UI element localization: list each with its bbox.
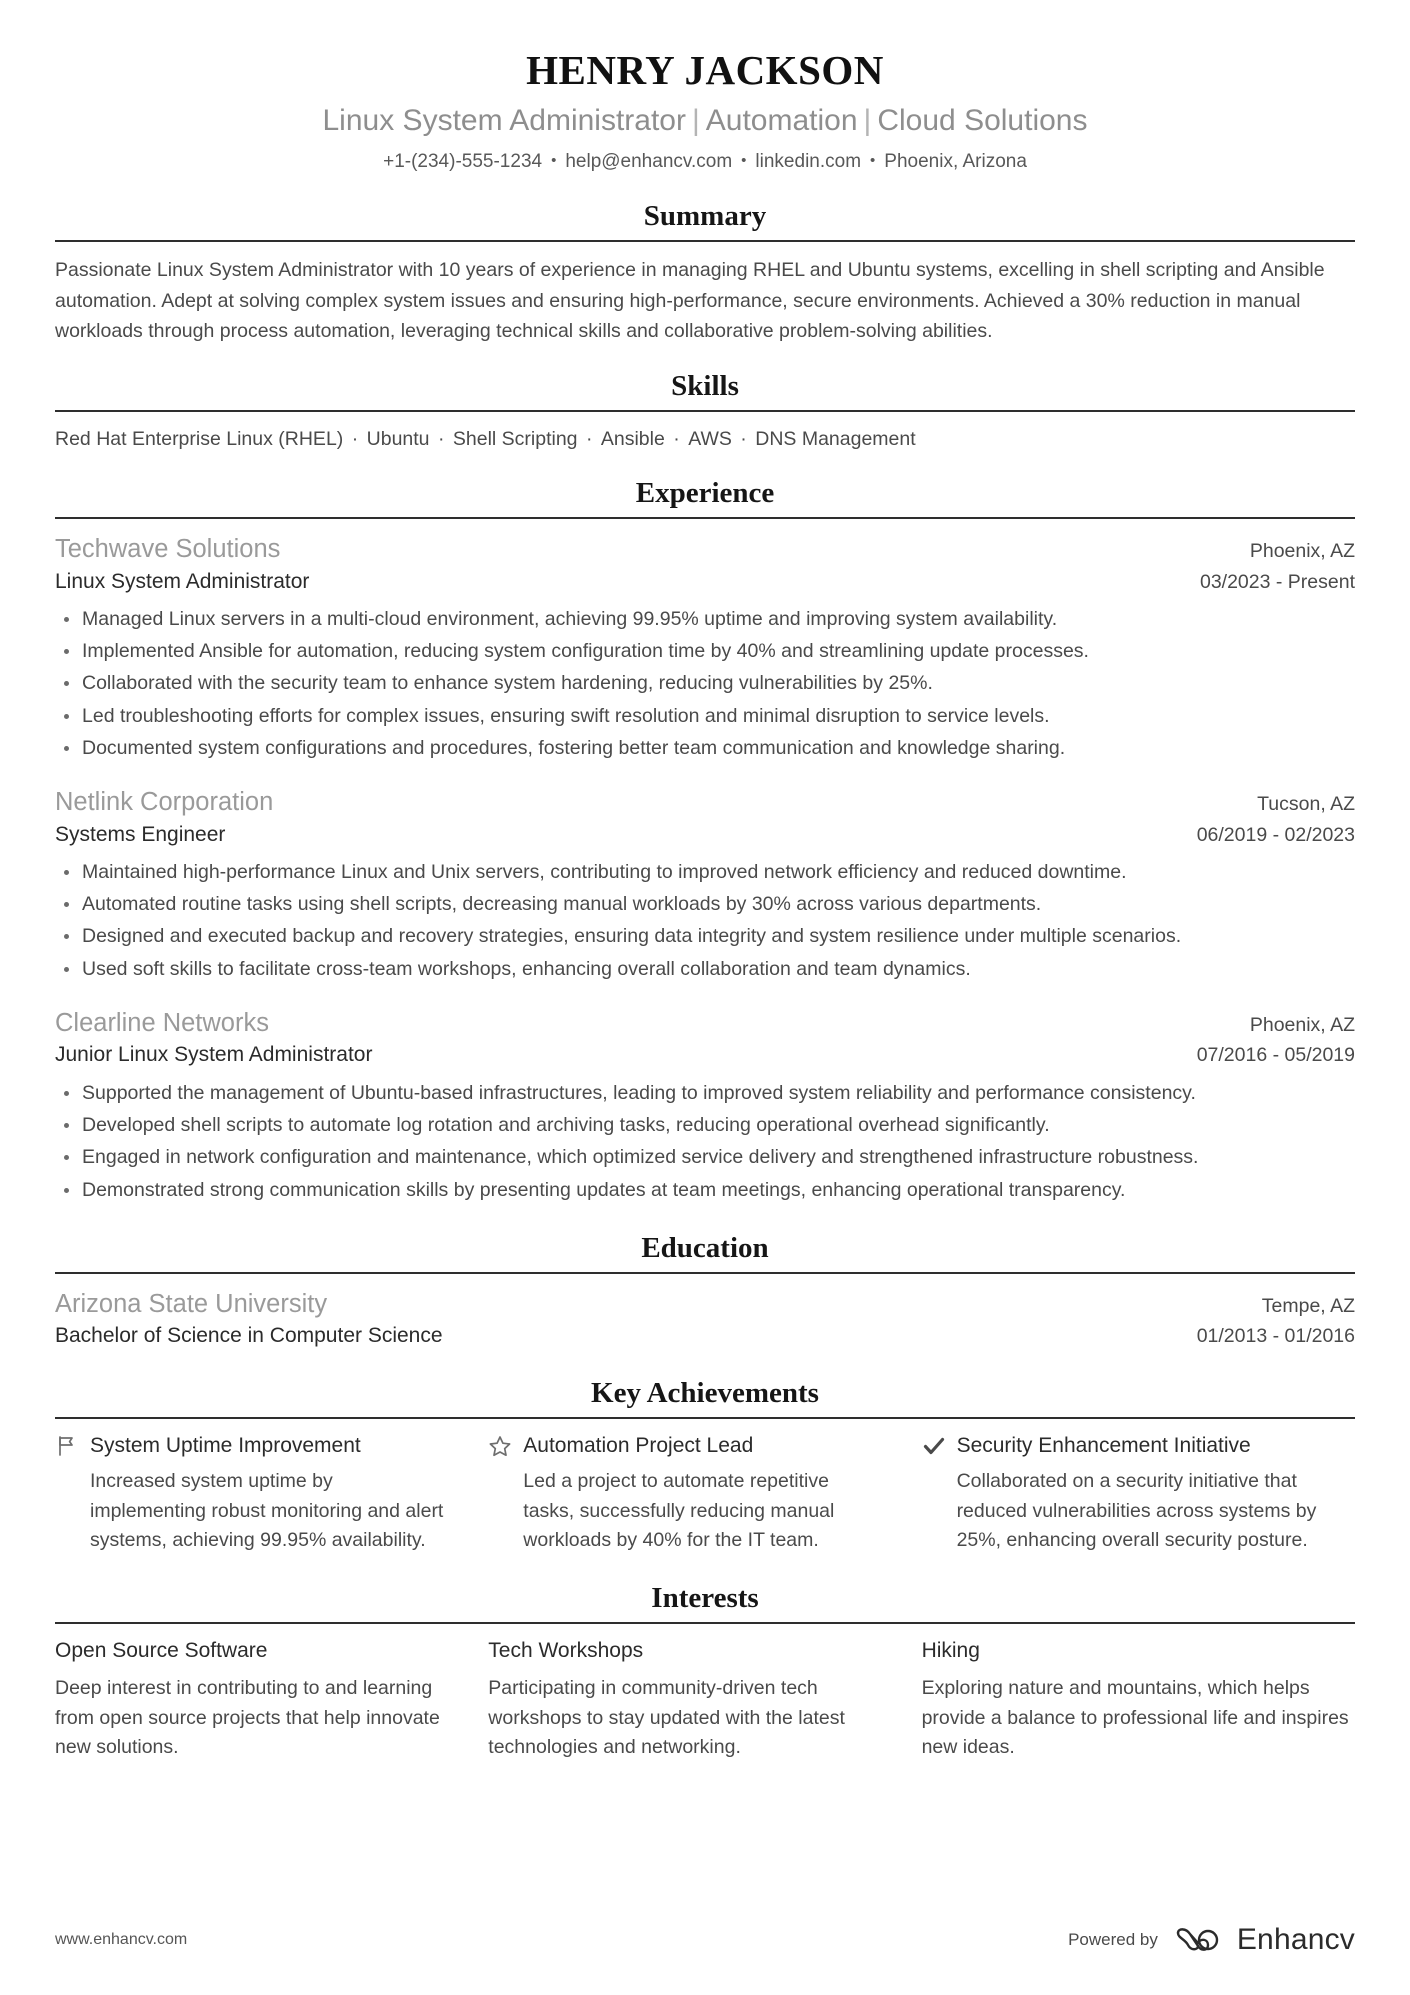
interest-description: Exploring nature and mountains, which helps provide a balance to professional life and inspires new ideas. — [921, 1677, 1349, 1758]
job-bullet: Developed shell scripts to automate log rotation and archiving tasks, reducing operational overhead significantly. — [55, 1111, 1355, 1140]
education-degree-row — [55, 1321, 1355, 1350]
job-bullet: Supported the management of Ubuntu-based infrastructures, leading to improved system reliability and performance consistency. — [55, 1079, 1355, 1108]
key-achievement-header — [488, 1432, 879, 1459]
job-title: Systems Engineer — [55, 822, 226, 846]
school-location: Tempe, AZ — [1261, 1294, 1355, 1317]
job-bullet: Used soft skills to facilitate cross-team workshops, enhancing overall collaboration and team dynamics. — [55, 955, 1355, 984]
section-key-achievements — [55, 1376, 1355, 1555]
check-icon — [922, 1434, 946, 1458]
skill-item: DNS Management — [755, 428, 916, 451]
section-title-summary: Summary — [643, 200, 767, 233]
job-dates: 06/2019 - 02/2023 — [1196, 823, 1355, 846]
job-bullet: Led troubleshooting efforts for complex issues, ensuring swift resolution and minimal disruption to service levels. — [55, 702, 1355, 731]
contact-line — [55, 150, 1355, 175]
skill-separator: · — [667, 428, 686, 451]
section-education — [55, 1231, 1355, 1351]
interests-grid — [55, 1637, 1355, 1762]
section-interests — [55, 1581, 1355, 1762]
headline-separator: | — [863, 104, 872, 138]
job-dates: 07/2016 - 05/2019 — [1196, 1044, 1355, 1067]
key-achievement-title: Security Enhancement Initiative — [956, 1434, 1251, 1458]
job-title: Linux System Administrator — [55, 569, 310, 593]
job-bullet-list — [55, 1079, 1355, 1205]
flag-icon — [55, 1434, 79, 1458]
footer-website-url[interactable]: www.enhancv.com — [55, 1931, 188, 1948]
job-bullet-list — [55, 605, 1355, 763]
section-title-skills: Skills — [671, 370, 739, 403]
company-name: Netlink Corporation — [55, 788, 274, 817]
skill-separator: · — [580, 428, 598, 451]
education-entries — [55, 1274, 1355, 1351]
contact-location: Phoenix, Arizona — [884, 151, 1027, 173]
skill-item: Shell Scripting — [452, 428, 578, 451]
job-bullet: Managed Linux servers in a multi-cloud environment, achieving 99.95% uptime and improving system availability. — [55, 605, 1355, 634]
key-achievement-description: Increased system uptime by implementing robust monitoring and alert systems, achieving 99.95% availability. — [90, 1470, 444, 1551]
section-summary — [55, 199, 1355, 347]
skill-item: Red Hat Enterprise Linux (RHEL) — [55, 428, 344, 451]
interest-title: Hiking — [921, 1639, 980, 1663]
headline-separator: | — [691, 104, 700, 138]
degree-title: Bachelor of Science in Computer Science — [55, 1324, 443, 1347]
interest-item — [55, 1637, 488, 1762]
company-location: Phoenix, AZ — [1249, 540, 1355, 563]
experience-role-row — [55, 567, 1355, 596]
job-bullet: Documented system configurations and procedures, fostering better team communication and knowledge sharing. — [55, 734, 1355, 763]
job-bullet: Engaged in network configuration and maintenance, which optimized service delivery and strengthened infrastructure robustness. — [55, 1143, 1355, 1172]
contact-separator: • — [870, 152, 876, 170]
experience-entry — [55, 1006, 1355, 1205]
education-school-row — [55, 1287, 1355, 1321]
footer-branding — [1068, 1923, 1355, 1957]
key-achievement-description: Collaborated on a security initiative that reduced vulnerabilities across systems by 25%, enhancing overall security posture. — [956, 1470, 1317, 1551]
job-bullet-list — [55, 858, 1355, 984]
section-title-interests: Interests — [651, 1582, 759, 1615]
headline-part-3: Cloud Solutions — [877, 104, 1088, 138]
school-name: Arizona State University — [55, 1289, 328, 1318]
interest-description: Participating in community-driven tech workshops to stay updated with the latest technologies and networking. — [488, 1677, 845, 1758]
contact-separator: • — [741, 152, 747, 170]
job-bullet: Collaborated with the security team to enhance system hardening, reducing vulnerabilities by 25%. — [55, 669, 1355, 698]
skill-separator: · — [432, 428, 450, 451]
key-achievement-header — [55, 1432, 446, 1459]
key-achievements-grid — [55, 1432, 1355, 1555]
skill-item: AWS — [688, 428, 732, 451]
contact-separator: • — [551, 152, 557, 170]
summary-body — [55, 242, 1355, 347]
interests-body — [55, 1624, 1355, 1762]
key-achievement-title: System Uptime Improvement — [90, 1434, 361, 1458]
experience-company-row — [55, 1006, 1355, 1040]
skill-separator: · — [346, 428, 364, 451]
experience-entry — [55, 785, 1355, 984]
section-title-key-achievements: Key Achievements — [591, 1377, 819, 1410]
interest-item — [488, 1637, 921, 1762]
job-bullet: Automated routine tasks using shell scripts, decreasing manual workloads by 30% across various departments. — [55, 890, 1355, 919]
job-title: Junior Linux System Administrator — [55, 1043, 373, 1067]
summary-text: Passionate Linux System Administrator with 10 years of experience in managing RHEL and Ubuntu systems, excelling in shell scripting and Ansible automation. Adept at solving complex system issues and ensuring high-performance, secure environments. Achieved a 30% reduction in manual workloads through process automation, leveraging technical skills and collaborative problem-solving abilities. — [55, 258, 1325, 343]
company-location: Phoenix, AZ — [1249, 1013, 1355, 1036]
powered-by-label: Powered by — [1068, 1930, 1158, 1949]
job-bullet: Demonstrated strong communication skills by presenting updates at team meetings, enhancing operational transparency. — [55, 1176, 1355, 1205]
contact-phone: +1-(234)-555-1234 — [383, 151, 543, 173]
contact-email[interactable]: help@enhancv.com — [565, 151, 733, 173]
section-skills — [55, 369, 1355, 454]
key-achievement-item — [55, 1432, 488, 1555]
company-name: Techwave Solutions — [55, 535, 281, 564]
section-title-education: Education — [641, 1231, 769, 1264]
interest-item — [922, 1637, 1355, 1762]
experience-entry — [55, 532, 1355, 763]
experience-role-row — [55, 1040, 1355, 1069]
key-achievements-body — [55, 1419, 1355, 1555]
degree-dates: 01/2013 - 01/2016 — [1196, 1325, 1355, 1347]
company-name: Clearline Networks — [55, 1008, 269, 1037]
skill-item: Ansible — [600, 428, 665, 451]
experience-entries — [55, 519, 1355, 1205]
key-achievement-description: Led a project to automate repetitive tasks, successfully reducing manual workloads by 40% for the IT team. — [523, 1470, 835, 1551]
interest-description: Deep interest in contributing to and learning from open source projects that help innovate new solutions. — [55, 1677, 440, 1758]
interest-title: Open Source Software — [55, 1639, 268, 1663]
key-achievement-title: Automation Project Lead — [523, 1434, 754, 1458]
experience-company-row — [55, 532, 1355, 566]
interest-title: Tech Workshops — [488, 1639, 644, 1663]
enhancv-mark-icon — [1174, 1924, 1226, 1956]
candidate-headline — [55, 101, 1355, 140]
section-experience — [55, 476, 1355, 1204]
experience-role-row — [55, 820, 1355, 849]
key-achievement-item — [488, 1432, 921, 1555]
job-bullet: Implemented Ansible for automation, reducing system configuration time by 40% and streamlining update processes. — [55, 637, 1355, 666]
key-achievement-item — [922, 1432, 1355, 1555]
education-entry — [55, 1287, 1355, 1351]
job-dates: 03/2023 - Present — [1199, 570, 1355, 593]
skills-list — [55, 425, 1355, 454]
skills-body — [55, 412, 1355, 454]
contact-linkedin[interactable]: linkedin.com — [755, 151, 862, 173]
skill-item: Ubuntu — [366, 428, 430, 451]
enhancv-logo — [1174, 1923, 1355, 1957]
experience-company-row — [55, 785, 1355, 819]
headline-part-2: Automation — [705, 104, 858, 138]
skill-separator: · — [734, 428, 753, 451]
page-footer — [55, 1923, 1355, 1957]
resume-header — [55, 46, 1355, 175]
company-location: Tucson, AZ — [1257, 793, 1355, 816]
candidate-name: HENRY JACKSON — [526, 47, 884, 93]
enhancv-wordmark: Enhancv — [1236, 1923, 1355, 1956]
star-icon — [488, 1434, 512, 1458]
headline-part-1: Linux System Administrator — [322, 104, 686, 138]
section-title-experience: Experience — [635, 477, 775, 510]
job-bullet: Designed and executed backup and recovery strategies, ensuring data integrity and system resilience under multiple scenarios. — [55, 922, 1355, 951]
key-achievement-header — [922, 1432, 1355, 1459]
job-bullet: Maintained high-performance Linux and Unix servers, contributing to improved network efficiency and reduced downtime. — [55, 858, 1355, 887]
